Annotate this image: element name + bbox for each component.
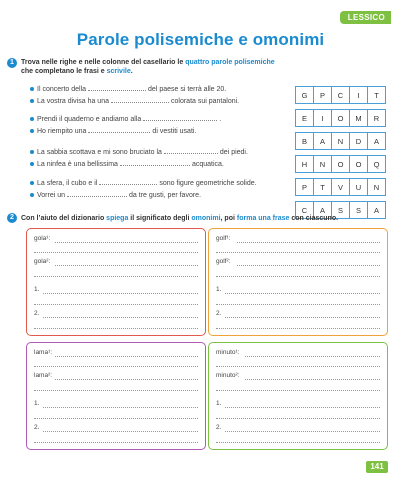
sentence-4: Ho riempito una di vestiti usati. <box>30 128 196 135</box>
write-line[interactable] <box>216 328 380 329</box>
write-line[interactable] <box>34 304 198 305</box>
grid-cell: H <box>296 156 314 173</box>
answer-blank[interactable] <box>143 120 217 121</box>
grid-cell: P <box>296 179 314 196</box>
grid-cell: M <box>350 110 368 127</box>
grid-cell: T <box>368 87 386 104</box>
sentence-2: La vostra divisa ha una colorata sui pantaloni. <box>30 98 239 105</box>
sentence-number: 1. <box>34 286 40 293</box>
sentence-number: 2. <box>34 424 40 431</box>
grid-cell: G <box>296 87 314 104</box>
grid-cell: I <box>314 110 332 127</box>
exercise-1-number: 1 <box>7 58 17 68</box>
grid-cell: O <box>332 110 350 127</box>
answer-box-golf <box>208 228 388 336</box>
write-line[interactable] <box>34 276 198 277</box>
grid-cell: I <box>350 87 368 104</box>
answer-blank[interactable] <box>120 165 190 166</box>
grid-cell: A <box>368 202 386 219</box>
write-line[interactable] <box>216 252 380 253</box>
write-line[interactable] <box>34 418 198 419</box>
definition-label: minuto²: <box>216 372 240 379</box>
sentence-5: La sabbia scottava e mi sono bruciato la dei piedi. <box>30 149 248 156</box>
write-line[interactable] <box>43 407 198 408</box>
write-line[interactable] <box>237 242 380 243</box>
write-line[interactable] <box>34 390 198 391</box>
sentence-number: 1. <box>34 400 40 407</box>
write-line[interactable] <box>245 379 380 380</box>
write-line[interactable] <box>34 252 198 253</box>
sentence-3: Prendi il quaderno e andiamo alla . <box>30 116 221 123</box>
grid-cell: N <box>368 179 386 196</box>
grid-cell: P <box>314 87 332 104</box>
write-line[interactable] <box>43 293 198 294</box>
page-number: 141 <box>366 461 388 473</box>
definition-label: lama¹: <box>34 349 53 356</box>
sentence-number: 2. <box>34 310 40 317</box>
write-line[interactable] <box>34 366 198 367</box>
write-line[interactable] <box>34 442 198 443</box>
sentence-number: 2. <box>216 310 222 317</box>
sentence-number: 1. <box>216 400 222 407</box>
word-grid <box>295 86 386 219</box>
grid-cell: V <box>332 179 350 196</box>
grid-cell: D <box>350 133 368 150</box>
grid-cell: S <box>332 202 350 219</box>
answer-blank[interactable] <box>99 184 157 185</box>
exercise-2-instruction: Con l’aiuto del dizionario spiega il significato degli omonimi, poi forma una frase con ciascuno. <box>21 215 339 222</box>
write-line[interactable] <box>216 442 380 443</box>
grid-cell: Q <box>368 156 386 173</box>
grid-cell: R <box>368 110 386 127</box>
section-badge: LESSICO <box>340 11 391 24</box>
definition-label: gola¹: <box>34 235 51 242</box>
write-line[interactable] <box>55 356 198 357</box>
page-title: Parole polisemiche e omonimi <box>76 30 325 49</box>
answer-blank[interactable] <box>88 90 146 91</box>
write-line[interactable] <box>55 242 198 243</box>
write-line[interactable] <box>43 317 198 318</box>
grid-cell: A <box>314 202 332 219</box>
answer-blank[interactable] <box>111 102 169 103</box>
sentence-7: La sfera, il cubo e il sono figure geometriche solide. <box>30 180 257 187</box>
grid-cell: A <box>314 133 332 150</box>
answer-box-gola <box>26 228 206 336</box>
grid-cell: B <box>296 133 314 150</box>
grid-cell: T <box>314 179 332 196</box>
write-line[interactable] <box>216 418 380 419</box>
definition-label: golf²: <box>216 258 231 265</box>
answer-box-lama <box>26 342 206 450</box>
sentence-1: Il concerto della del paese si terrà alle 20. <box>30 86 226 93</box>
grid-cell: S <box>350 202 368 219</box>
definition-label: lama²: <box>34 372 53 379</box>
grid-cell: O <box>332 156 350 173</box>
write-line[interactable] <box>216 390 380 391</box>
grid-cell: E <box>296 110 314 127</box>
grid-cell: O <box>350 156 368 173</box>
answer-blank[interactable] <box>67 196 127 197</box>
write-line[interactable] <box>225 293 380 294</box>
write-line[interactable] <box>225 317 380 318</box>
grid-cell: N <box>332 133 350 150</box>
grid-cell: U <box>350 179 368 196</box>
definition-label: minuto¹: <box>216 349 240 356</box>
sentence-6: La ninfea è una bellissima acquatica. <box>30 161 224 168</box>
write-line[interactable] <box>55 265 198 266</box>
write-line[interactable] <box>55 379 198 380</box>
sentence-number: 2. <box>216 424 222 431</box>
grid-cell: C <box>296 202 314 219</box>
write-line[interactable] <box>237 265 380 266</box>
grid-cell: N <box>314 156 332 173</box>
write-line[interactable] <box>225 431 380 432</box>
grid-cell: C <box>332 87 350 104</box>
sentence-8: Vorrei un da tre gusti, per favore. <box>30 192 201 199</box>
grid-cell: A <box>368 133 386 150</box>
answer-box-minuto <box>208 342 388 450</box>
write-line[interactable] <box>216 366 380 367</box>
write-line[interactable] <box>225 407 380 408</box>
write-line[interactable] <box>43 431 198 432</box>
answer-blank[interactable] <box>164 153 218 154</box>
sentence-number: 1. <box>216 286 222 293</box>
write-line[interactable] <box>216 276 380 277</box>
definition-label: golf¹: <box>216 235 231 242</box>
exercise-1-instruction: Trova nelle righe e nelle colonne del casellario le quattro parole polisemiche che completano le frasi e scrivile. <box>21 59 275 75</box>
write-line[interactable] <box>34 328 198 329</box>
write-line[interactable] <box>245 356 380 357</box>
answer-blank[interactable] <box>88 132 150 133</box>
definition-label: gola²: <box>34 258 51 265</box>
write-line[interactable] <box>216 304 380 305</box>
exercise-2-number: 2 <box>7 213 17 223</box>
